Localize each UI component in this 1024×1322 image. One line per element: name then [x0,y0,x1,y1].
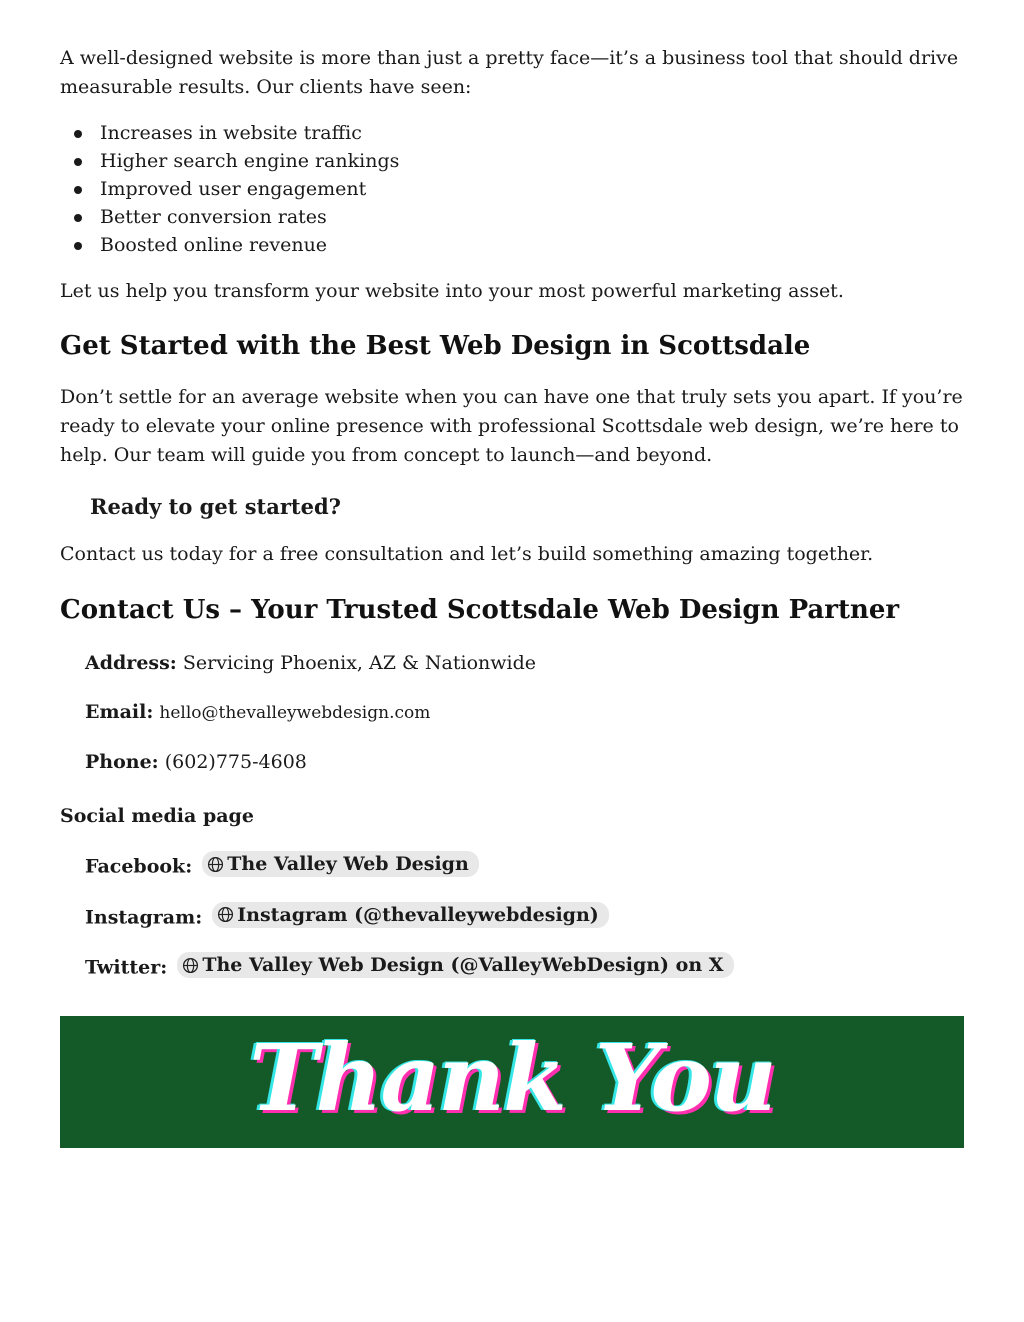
phone-value: (602)775-4608 [164,751,307,773]
list-item [60,231,964,259]
twitter-link-chip[interactable] [177,952,733,978]
globe-icon [217,906,234,923]
list-item-text: Boosted online revenue [100,234,328,256]
contact-heading: Contact Us – Your Trusted Scottsdale Web Design Partner [60,595,900,625]
instagram-label: Instagram: [85,906,203,928]
intro-paragraph: A well-designed website is more than just a pretty face—it’s a business tool that should drive measurable results. Our clients have seen: [60,47,959,98]
email-label: Email: [85,701,154,723]
ready-subheading: Ready to get started? [90,494,341,519]
email-value: hello@thevalleywebdesign.com [159,703,431,723]
bullet-icon [74,130,82,138]
list-item-text: Better conversion rates [100,206,327,228]
phone-line [85,748,964,776]
facebook-link-text[interactable]: The Valley Web Design [227,853,469,875]
list-item [60,147,964,175]
bullet-icon [74,158,82,166]
address-line [85,649,964,677]
get-started-paragraph: Don’t settle for an average website when you can have one that truly sets you apart. If you’re ready to elevate your online presence with professional Scottsdale web design, we’re here to help. Our team will guide you from concept to launch—and beyond. [60,386,963,466]
twitter-link-text[interactable]: The Valley Web Design (@ValleyWebDesign) on X [202,954,724,976]
email-line [85,698,964,727]
social-heading: Social media page [60,805,254,827]
instagram-line [85,902,964,932]
twitter-line [85,952,964,982]
facebook-line [85,851,964,881]
bullet-icon [74,186,82,194]
thank-you-banner [60,1016,964,1148]
globe-icon [207,856,224,873]
cta-paragraph: Contact us today for a free consultation and let’s build something amazing together. [60,543,874,565]
list-item-text: Improved user engagement [100,178,367,200]
list-item [60,119,964,147]
document-page [60,44,964,1003]
instagram-link-text[interactable]: Instagram (@thevalleywebdesign) [237,903,599,926]
address-value: Servicing Phoenix, AZ & Nationwide [182,652,536,674]
address-label: Address: [85,652,177,674]
results-list [60,119,964,259]
globe-icon [182,957,199,974]
list-item-text: Higher search engine rankings [100,150,400,172]
list-item-text: Increases in website traffic [100,122,362,144]
get-started-heading: Get Started with the Best Web Design in Scottsdale [60,331,811,361]
list-item [60,175,964,203]
bullet-icon [74,242,82,250]
transform-paragraph: Let us help you transform your website into your most powerful marketing asset. [60,280,844,302]
facebook-label: Facebook: [85,855,193,878]
facebook-link-chip[interactable] [202,851,479,877]
list-item [60,203,964,231]
twitter-label: Twitter: [85,956,168,979]
instagram-link-chip[interactable] [212,902,609,928]
phone-label: Phone: [85,751,159,773]
thank-you-text: Thank You [249,1024,775,1132]
bullet-icon [74,214,82,222]
